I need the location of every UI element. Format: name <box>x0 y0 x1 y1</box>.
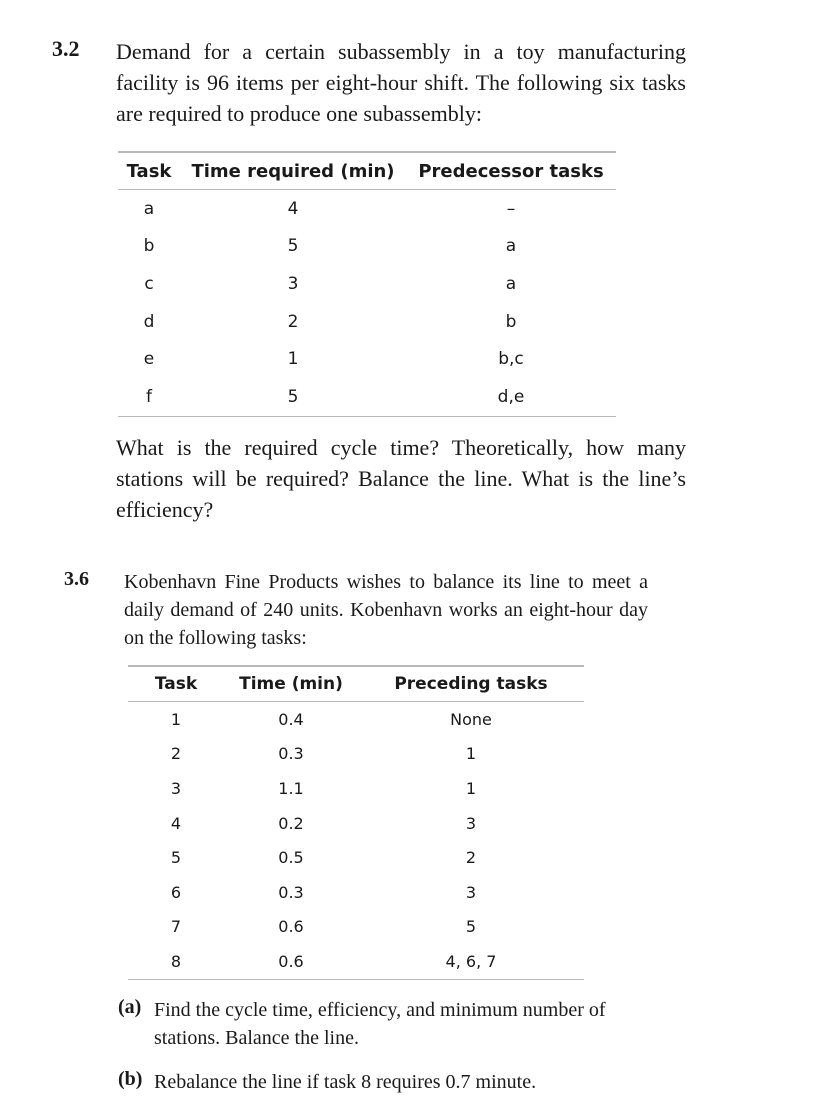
problem-3-2-intro: Demand for a certain subassembly in a toy manufacturing facility is 96 items per eight-hour shift. The following six tasks are required to produce one subassembly: <box>116 39 686 126</box>
table-row <box>128 702 584 737</box>
cell-task: 4 <box>170 813 182 833</box>
cell-task: 3 <box>170 778 182 798</box>
cell-time: 1.1 <box>278 778 304 798</box>
header-time: Time (min) <box>224 666 358 702</box>
cell-task: 7 <box>170 917 182 937</box>
cell-time: 4 <box>287 198 299 219</box>
task-table-3-2 <box>118 151 616 417</box>
table-row <box>128 875 584 910</box>
cell-task: e <box>143 349 155 370</box>
cell-time: 0.6 <box>278 917 304 937</box>
part-a-question: Find the cycle time, efficiency, and minimum number of stations. Balance the line. <box>154 999 606 1049</box>
cell-preceding: 1 <box>465 744 477 764</box>
cell-time: 0.3 <box>278 882 304 902</box>
part-a-label: (a) <box>118 996 142 1018</box>
cell-task: 5 <box>170 848 182 868</box>
cell-time: 0.5 <box>278 848 304 868</box>
problem-3-6-intro: Kobenhavn Fine Products wishes to balance its line to meet a daily demand of 240 units. Kobenhavn works an eight-hour day on the following tasks: <box>124 571 648 649</box>
table-row <box>118 190 616 228</box>
cell-time: 1 <box>287 349 299 370</box>
table-row <box>128 806 584 841</box>
cell-time: 0.6 <box>278 951 304 971</box>
table-row <box>128 910 584 945</box>
table-row <box>128 771 584 806</box>
cell-preceding: 1 <box>465 778 477 798</box>
problem-number-3-2: 3.2 <box>52 36 80 61</box>
table-row <box>118 265 616 303</box>
table-header-row <box>118 152 616 190</box>
part-b-label: (b) <box>118 1068 143 1090</box>
cell-preceding: None <box>450 709 492 729</box>
header-task: Task <box>128 666 224 702</box>
table-row <box>118 378 616 416</box>
cell-task: 1 <box>170 709 182 729</box>
cell-predecessor: d,e <box>497 386 525 407</box>
cell-task: 2 <box>170 744 182 764</box>
cell-preceding: 2 <box>465 848 477 868</box>
cell-task: c <box>144 273 154 294</box>
cell-time: 0.3 <box>278 744 304 764</box>
cell-task: f <box>146 386 152 407</box>
cell-predecessor: a <box>505 236 517 257</box>
cell-time: 5 <box>287 236 299 257</box>
cell-time: 5 <box>287 386 299 407</box>
table-row <box>128 840 584 875</box>
table-header-row <box>128 666 584 702</box>
cell-task: 8 <box>170 951 182 971</box>
table-row <box>118 303 616 341</box>
cell-task: b <box>143 236 155 257</box>
cell-task: d <box>143 311 155 332</box>
problem-3-2-question: What is the required cycle time? Theoretically, how many stations will be required? Balance the line. What is the line’s efficiency? <box>116 435 686 522</box>
cell-predecessor: a <box>505 273 517 294</box>
task-table-3-6 <box>128 665 584 980</box>
cell-preceding: 4, 6, 7 <box>445 951 497 971</box>
cell-time: 3 <box>287 273 299 294</box>
cell-time: 0.4 <box>278 709 304 729</box>
cell-predecessor: b <box>505 311 517 332</box>
cell-time: 2 <box>287 311 299 332</box>
table-row <box>128 944 584 979</box>
table-row <box>118 340 616 378</box>
cell-time: 0.2 <box>278 813 304 833</box>
header-time-required: Time required (min) <box>180 152 406 190</box>
table-row <box>128 737 584 772</box>
header-preceding-tasks: Preceding tasks <box>358 666 584 702</box>
cell-task: a <box>143 198 155 219</box>
cell-preceding: 5 <box>465 917 477 937</box>
part-b-question: Rebalance the line if task 8 requires 0.7 minute. <box>154 1071 537 1093</box>
cell-predecessor: – <box>506 198 516 219</box>
header-predecessor-tasks: Predecessor tasks <box>406 152 616 190</box>
cell-preceding: 3 <box>465 813 477 833</box>
cell-preceding: 3 <box>465 882 477 902</box>
problem-number-3-6: 3.6 <box>64 568 89 590</box>
cell-task: 6 <box>170 882 182 902</box>
header-task: Task <box>118 152 180 190</box>
cell-predecessor: b,c <box>498 349 524 370</box>
table-row <box>118 228 616 266</box>
